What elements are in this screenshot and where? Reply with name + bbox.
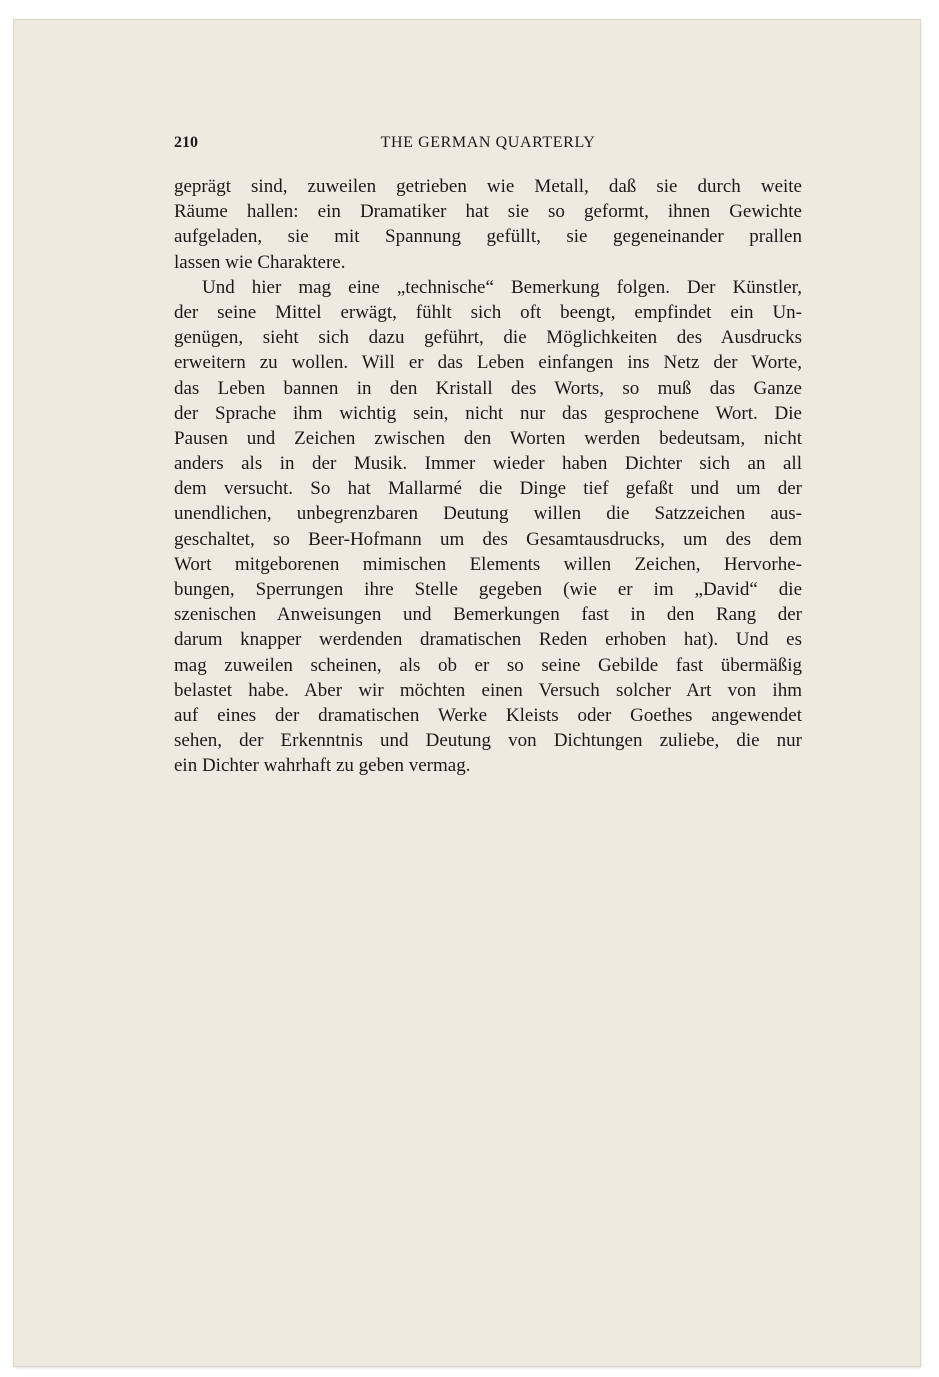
text-line: Und hier mag eine „technische“ Bemerkung folgen. Der Künstler, [202,276,802,298]
text-line: darum knapper werdenden dramatischen Reden erhoben hat). Und es [174,629,802,651]
text-line: der seine Mittel erwägt, fühlt sich oft beengt, empfindet ein Un- [174,301,802,323]
text-line: Wort mitgeborenen mimischen Elements willen Zeichen, Hervorhe- [174,553,802,575]
text-line: bungen, Sperrungen ihre Stelle gegeben (wie er im „David“ die [174,579,802,600]
text-line: ein Dichter wahrhaft zu geben vermag. [174,755,471,777]
text-line: das Leben bannen in den Kristall des Worts, so muß das Ganze [174,377,802,399]
text-line: der Sprache ihm wichtig sein, nicht nur das gesprochene Wort. Die [174,402,802,424]
text-line: genügen, sieht sich dazu geführt, die Möglichkeiten des Ausdrucks [174,327,802,349]
text-line: aufgeladen, sie mit Spannung gefüllt, sie gegeneinander prallen [174,226,802,248]
text-line: geprägt sind, zuweilen getrieben wie Metall, daß sie durch weite [174,176,802,197]
text-line: erweitern zu wollen. Will er das Leben einfangen ins Netz der Worte, [174,352,802,374]
text-line: unendlichen, unbegrenzbaren Deutung willen die Satzzeichen aus- [174,503,802,525]
paragraph [174,174,802,275]
text-line: dem versucht. So hat Mallarmé die Dinge tief gefaßt und um der [174,478,802,500]
page-header [174,134,802,158]
paragraph [174,275,802,779]
text-line: auf eines der dramatischen Werke Kleists oder Goethes angewendet [174,704,802,726]
text-line: sehen, der Erkenntnis und Deutung von Dichtungen zuliebe, die nur [174,730,802,752]
text-line: szenischen Anweisungen und Bemerkungen fast in den Rang der [174,604,802,626]
text-line: mag zuweilen scheinen, als ob er so seine Gebilde fast übermäßig [174,654,802,676]
text-line: Räume hallen: ein Dramatiker hat sie so geformt, ihnen Gewichte [174,201,802,223]
text-line: belastet habe. Aber wir möchten einen Versuch solcher Art von ihm [174,679,802,701]
text-line: Pausen und Zeichen zwischen den Worten werden bedeutsam, nicht [174,427,802,449]
page-number: 210 [174,134,198,151]
text-line: anders als in der Musik. Immer wieder haben Dichter sich an all [174,453,802,475]
body-text [174,174,802,779]
text-line: geschaltet, so Beer-Hofmann um des Gesamtausdrucks, um des dem [174,528,802,550]
text-line: lassen wie Charaktere. [174,251,346,273]
running-head: THE GERMAN QUARTERLY [380,134,596,151]
